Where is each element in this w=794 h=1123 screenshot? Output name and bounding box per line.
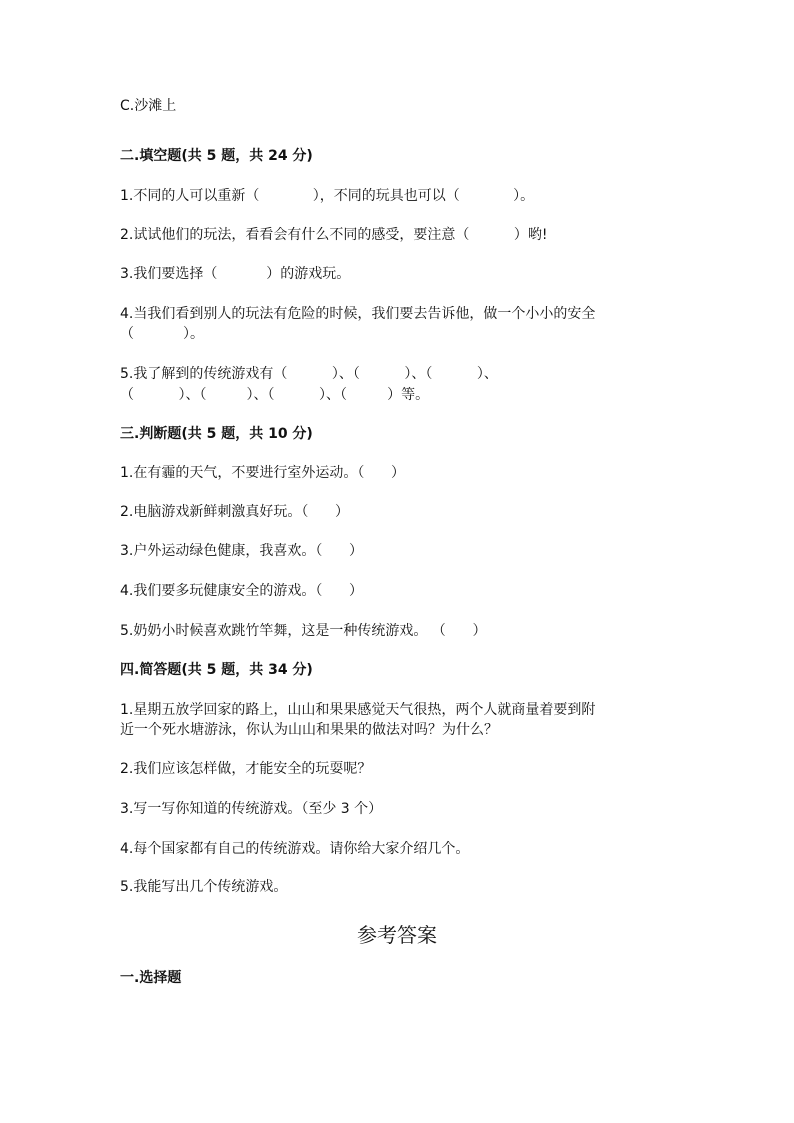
short-question-5: 5.我能写出几个传统游戏。	[120, 879, 288, 895]
fill-question-3: 3.我们要选择（ ）的游戏玩。	[120, 266, 351, 282]
judge-question-4: 4.我们要多玩健康安全的游戏。（ ）	[120, 583, 364, 599]
fill-question-4-line-2: （ ）。	[120, 326, 204, 342]
fill-question-4-line-1: 4.当我们看到别人的玩法有危险的时候，我们要去告诉他，做一个小小的安全	[120, 306, 596, 322]
judge-question-5: 5.奶奶小时候喜欢跳竹竿舞，这是一种传统游戏。 （ ）	[120, 623, 487, 639]
short-question-3: 3.写一写你知道的传统游戏。（至少 3 个）	[120, 801, 383, 817]
judge-question-1: 1.在有霾的天气，不要进行室外运动。（ ）	[120, 465, 406, 481]
fill-question-2: 2.试试他们的玩法，看看会有什么不同的感受，要注意（ ）哟!	[120, 227, 548, 243]
fill-section-heading: 二.填空题(共 5 题，共 24 分)	[120, 148, 313, 164]
short-question-4: 4.每个国家都有自己的传统游戏。请你给大家介绍几个。	[120, 841, 470, 857]
answers-section-1-heading: 一.选择题	[120, 970, 182, 986]
answers-title: 参考答案	[357, 923, 437, 947]
judge-question-3: 3.户外运动绿色健康，我喜欢。（ ）	[120, 543, 364, 559]
option-c: C.沙滩上	[120, 98, 177, 114]
short-question-2: 2.我们应该怎样做，才能安全的玩耍呢？	[120, 761, 372, 777]
short-section-heading: 四.简答题(共 5 题，共 34 分)	[120, 662, 313, 678]
judge-section-heading: 三.判断题(共 5 题，共 10 分)	[120, 426, 313, 442]
judge-question-2: 2.电脑游戏新鲜刺激真好玩。（ ）	[120, 504, 350, 520]
fill-question-5-line-1: 5.我了解到的传统游戏有（ ）、（ ）、（ ）、	[120, 366, 498, 382]
fill-question-5-line-2: （ ）、（ ）、（ ）、（ ）等。	[120, 387, 430, 403]
short-question-1-line-2: 近一个死水塘游泳，你认为山山和果果的做法对吗？为什么？	[120, 722, 498, 738]
short-question-1-line-1: 1.星期五放学回家的路上，山山和果果感觉天气很热，两个人就商量着要到附	[120, 702, 596, 718]
fill-question-1: 1.不同的人可以重新（ ），不同的玩具也可以（ ）。	[120, 188, 535, 204]
